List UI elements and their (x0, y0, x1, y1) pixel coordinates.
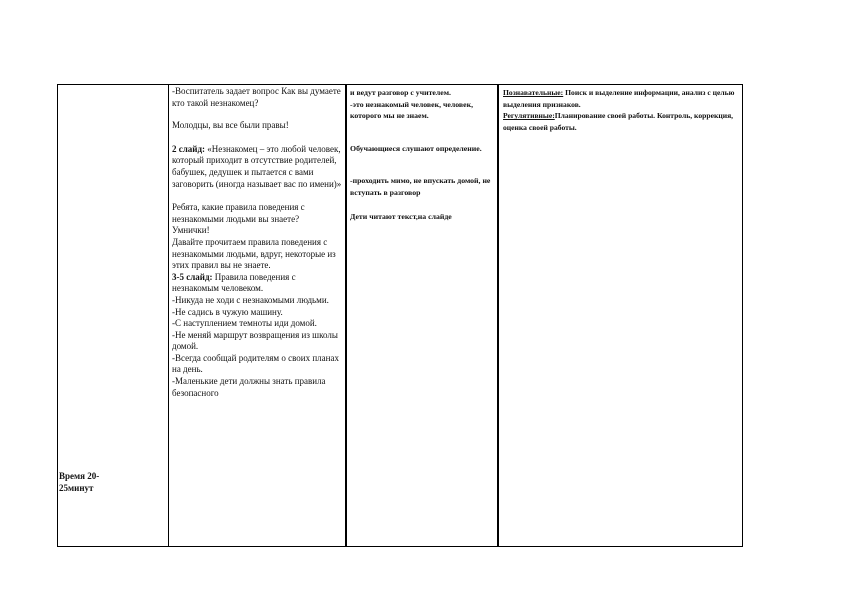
student-line-4: -проходить мимо, не впускать домой, не вступать в разговор (350, 176, 491, 197)
rule-item: -Никуда не ходи с незнакомыми людьми. (172, 294, 329, 305)
slide-3-5-text: Правила поведения с незнакомым человеком. (172, 271, 296, 294)
teacher-activity-cell (172, 86, 342, 546)
student-line-2: -это незнакомый человек, человек, которого мы не знаем. (350, 99, 474, 121)
regulative-text: Планирование своей работы. Контроль, коррекция, оценка своей работы. (503, 111, 734, 133)
column-divider-1 (168, 84, 169, 547)
rule-item: -Не меняй маршрут возвращения из школы домой. (172, 329, 338, 352)
read-rules-paragraph: Давайте прочитаем правила поведения с незнакомыми людьми, вдруг, некоторые из этих правил вы не знаете. (172, 236, 336, 271)
cognitive-text: Поиск и выделение информации, анализ с целью выделения признаков. (503, 88, 735, 109)
regulative-paragraph (503, 110, 739, 133)
column-divider-2 (345, 84, 347, 547)
column-divider-3 (497, 84, 499, 547)
teacher-praise: Молодцы, вы все были правы! (172, 120, 289, 131)
rule-item: -Не садись в чужую машину. (172, 306, 283, 317)
regulative-label: Регулятивные: (503, 111, 555, 121)
slide-2-paragraph (172, 144, 342, 190)
student-line-1: и ведут разговор с учителем. (350, 88, 451, 97)
slide-3-5-paragraph (172, 272, 342, 295)
time-line-2: 25минут (59, 483, 94, 493)
teacher-question: -Воспитатель задает вопрос Как вы думаете кто такой незнакомец? (172, 86, 341, 108)
slide-2-text: «Незнакомец – это любой человек, который приходит в отсутствие родителей, бабушек, дедушек и пытается с вами заговорить (иногда называет вас по имени)» (172, 143, 342, 189)
table-border-top (57, 84, 743, 85)
time-cell (59, 470, 167, 494)
rule-item: -С наступлением темноты иди домой. (172, 318, 317, 329)
student-line-5: Дети читают текст,на слайде (350, 211, 452, 221)
slide-3-5-label: 3-5 слайд: (172, 271, 213, 282)
time-line-1: Время 20- (59, 471, 100, 481)
table-border-right (742, 84, 743, 547)
student-line-3: Обучающиеся слушают определение. (350, 143, 482, 153)
student-activity-cell (350, 87, 495, 222)
rule-item: -Маленькие дети должны знать правила безопасного (172, 376, 326, 398)
slide-2-label: 2 слайд: (172, 143, 206, 154)
table-border-left (57, 84, 58, 547)
rules-question: Ребята, какие правила поведения с незнакомыми людьми вы знаете? (172, 202, 305, 224)
rule-item: -Всегда сообщай родителям о своих планах на день. (172, 352, 339, 375)
table-border-bottom (57, 546, 743, 547)
praise-umnichki: Умнички! (172, 225, 210, 236)
cognitive-label: Познавательные: (503, 88, 564, 97)
cognitive-paragraph (503, 87, 739, 110)
learning-actions-cell (503, 87, 739, 134)
